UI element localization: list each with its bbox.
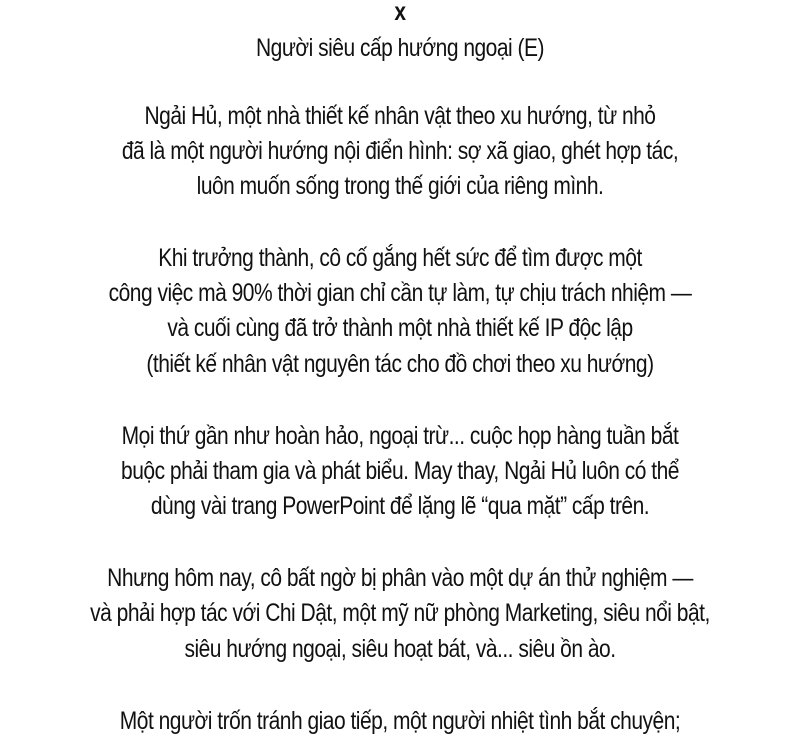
- paragraph-line: và cuối cùng đã trở thành một nhà thiết kế IP độc lập: [167, 314, 633, 342]
- paragraph-line: siêu hướng ngoại, siêu hoạt bát, và... siêu ồn ào.: [184, 635, 616, 663]
- paragraph-line: (thiết kế nhân vật nguyên tác cho đồ chơi theo xu hướng): [146, 350, 654, 378]
- paragraph-line: Khi trưởng thành, cô cố gắng hết sức để tìm được một: [158, 244, 642, 272]
- paragraph-line: Một người trốn tránh giao tiếp, một người nhiệt tình bắt chuyện;: [119, 707, 681, 735]
- document-title: Người siêu cấp hướng ngoại (E): [255, 34, 545, 62]
- paragraph-line: Mọi thứ gần như hoàn hảo, ngoại trừ... cuộc họp hàng tuần bắt: [121, 422, 679, 450]
- paragraph-line: buộc phải tham gia và phát biểu. May thay, Ngải Hủ luôn có thể: [121, 457, 679, 485]
- paragraph-line: và phải hợp tác với Chi Dật, một mỹ nữ phòng Marketing, siêu nổi bật,: [90, 599, 710, 627]
- paragraph-line: luôn muốn sống trong thế giới của riêng mình.: [196, 172, 604, 200]
- paragraph-line: đã là một người hướng nội điển hình: sợ xã giao, ghét hợp tác,: [121, 137, 679, 165]
- paragraph-line: Ngải Hủ, một nhà thiết kế nhân vật theo xu hướng, từ nhỏ: [144, 102, 656, 130]
- paragraph-line: dùng vài trang PowerPoint để lặng lẽ “qua mặt” cấp trên.: [150, 492, 650, 520]
- header-mark: x: [394, 0, 406, 26]
- paragraph-line: công việc mà 90% thời gian chỉ cần tự làm, tự chịu trách nhiệm —: [108, 279, 692, 307]
- paragraph-line: Nhưng hôm nay, cô bất ngờ bị phân vào một dự án thử nghiệm —: [107, 564, 693, 592]
